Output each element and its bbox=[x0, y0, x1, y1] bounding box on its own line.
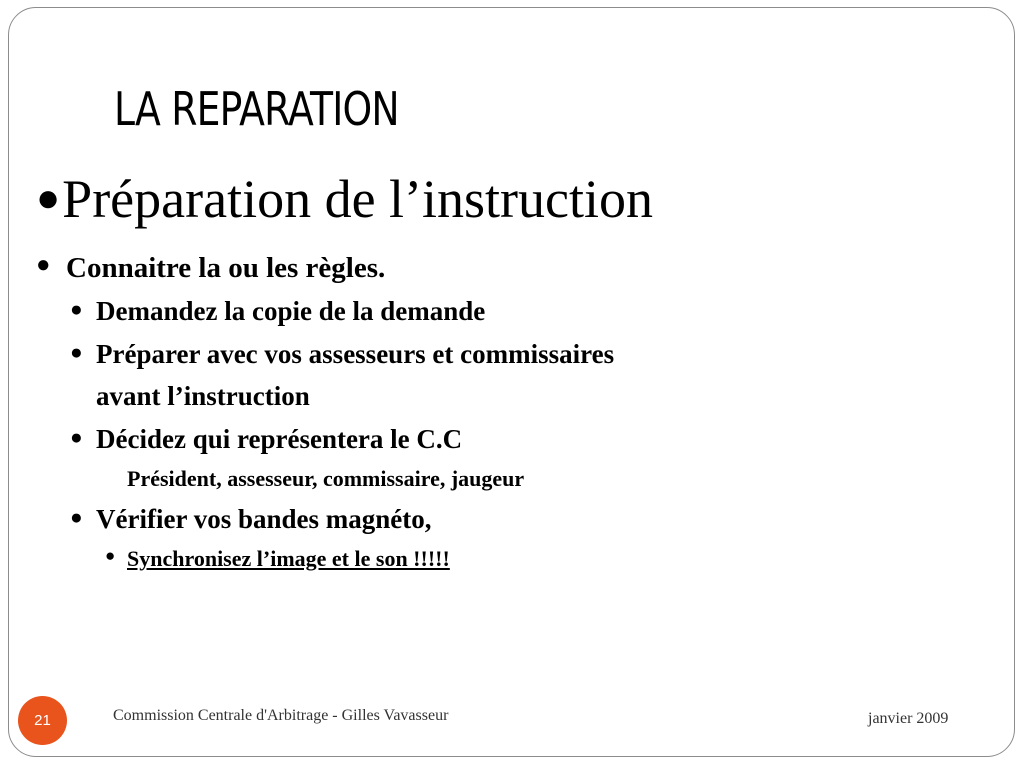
bullet-text: Connaitre la ou les règles. bbox=[66, 252, 386, 284]
bullet-icon: ● bbox=[70, 340, 83, 364]
bullet-text-underlined: Synchronisez l’image et le son !!!!! bbox=[127, 546, 450, 571]
bullet-icon: ● bbox=[70, 505, 83, 529]
footer-center-text: Commission Centrale d'Arbitrage - Gilles Vavasseur bbox=[113, 707, 449, 724]
bullet-item bbox=[70, 339, 615, 370]
bullet-text: avant l’instruction bbox=[96, 381, 310, 411]
bullet-icon: ● bbox=[70, 297, 83, 321]
bullet-item bbox=[70, 424, 463, 455]
bullet-icon: ● bbox=[70, 425, 83, 449]
bullet-item bbox=[70, 296, 486, 327]
bullet-icon: ● bbox=[36, 175, 61, 220]
bullet-text: Décidez qui représentera le C.C bbox=[96, 424, 463, 454]
bullet-icon: ● bbox=[105, 546, 116, 565]
main-heading bbox=[36, 168, 653, 230]
sub-item bbox=[127, 466, 524, 492]
footer-date: janvier 2009 bbox=[868, 710, 949, 727]
main-heading-text: Préparation de l’instruction bbox=[62, 169, 654, 229]
bullet-text: Préparer avec vos assesseurs et commissaires bbox=[96, 339, 615, 369]
sub-item-text: Président, assesseur, commissaire, jaugeur bbox=[127, 466, 525, 491]
slide-number-badge: 21 bbox=[18, 696, 67, 745]
bullet-icon: ● bbox=[36, 252, 51, 278]
bullet-item bbox=[36, 252, 386, 285]
bullet-item bbox=[105, 546, 450, 572]
bullet-text: Demandez la copie de la demande bbox=[96, 296, 486, 326]
bullet-continuation bbox=[96, 381, 310, 412]
bullet-item bbox=[70, 504, 432, 535]
bullet-text: Vérifier vos bandes magnéto, bbox=[96, 504, 432, 534]
slide-title: LA REPARATION bbox=[114, 82, 399, 136]
